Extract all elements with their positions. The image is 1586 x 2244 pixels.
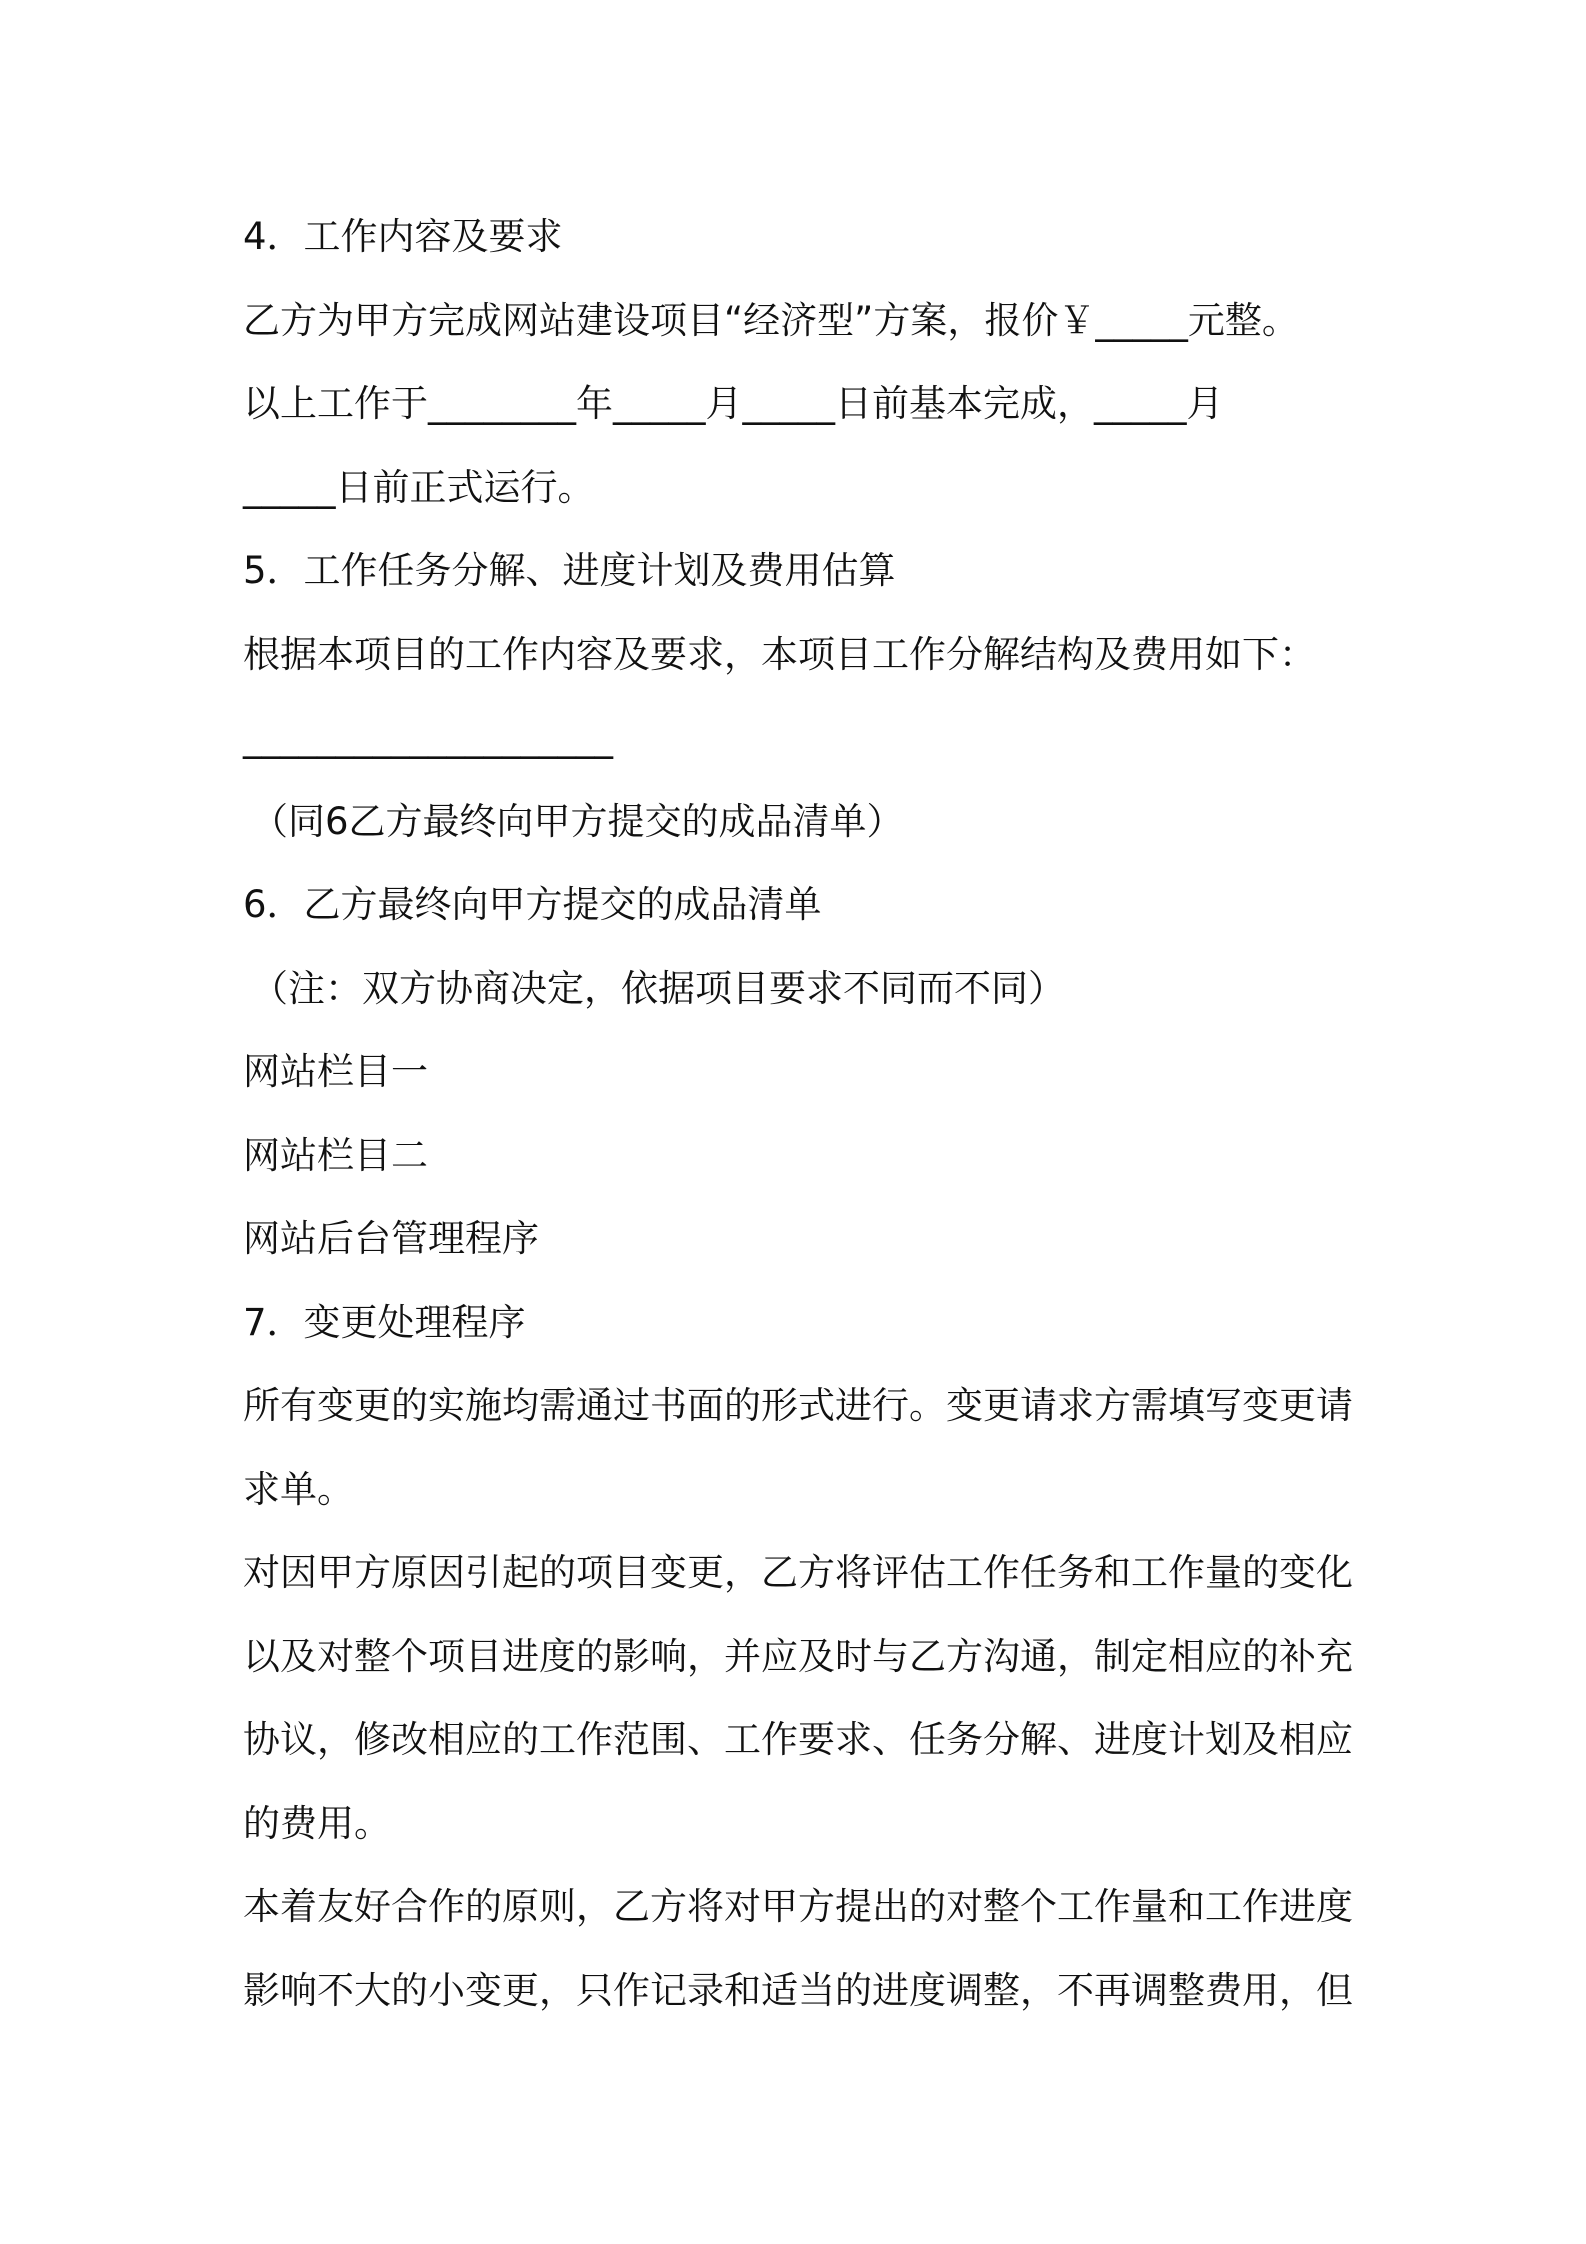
paragraph-line: 所有变更的实施均需通过书面的形式进行。变更请求方需填写变更请 bbox=[243, 1384, 1353, 1427]
parenthetical-note: （注：双方协商决定，依据项目要求不同而不同） bbox=[251, 966, 1065, 1010]
section-heading-6: 6．乙方最终向甲方提交的成品清单 bbox=[243, 883, 822, 926]
paragraph-line: 以上工作于________年_____月_____日前基本完成，_____月 bbox=[243, 382, 1224, 425]
paragraph-line: _____日前正式运行。 bbox=[243, 465, 595, 509]
parenthetical-note: （同6乙方最终向甲方提交的成品清单） bbox=[251, 799, 904, 843]
paragraph-line: 对因甲方原因引起的项目变更，乙方将评估工作任务和工作量的变化 bbox=[243, 1551, 1353, 1594]
section-heading-5: 5．工作任务分解、进度计划及费用估算 bbox=[243, 549, 896, 592]
list-item: 网站栏目二 bbox=[243, 1133, 428, 1177]
section-heading-4: 4．工作内容及要求 bbox=[243, 215, 563, 258]
paragraph-line: 求单。 bbox=[243, 1467, 354, 1511]
section-heading-7: 7．变更处理程序 bbox=[243, 1300, 526, 1344]
paragraph-line: 本着友好合作的原则，乙方将对甲方提出的对整个工作量和工作进度 bbox=[243, 1885, 1353, 1928]
paragraph-line: 协议，修改相应的工作范围、工作要求、任务分解、进度计划及相应 bbox=[243, 1718, 1353, 1761]
paragraph-line: 影响不大的小变更，只作记录和适当的进度调整，不再调整费用，但 bbox=[243, 1968, 1353, 2012]
paragraph-line: 乙方为甲方完成网站建设项目“经济型”方案，报价￥_____元整。 bbox=[243, 298, 1299, 342]
paragraph-line: 以及对整个项目进度的影响，并应及时与乙方沟通，制定相应的补充 bbox=[243, 1634, 1353, 1678]
paragraph-line: 的费用。 bbox=[243, 1801, 391, 1845]
blank-fill-line: ____________________ bbox=[243, 716, 613, 759]
document-body bbox=[243, 195, 1363, 2032]
list-item: 网站后台管理程序 bbox=[243, 1217, 539, 1260]
list-item: 网站栏目一 bbox=[243, 1050, 428, 1093]
paragraph-line: 根据本项目的工作内容及要求，本项目工作分解结构及费用如下： bbox=[243, 632, 1316, 676]
